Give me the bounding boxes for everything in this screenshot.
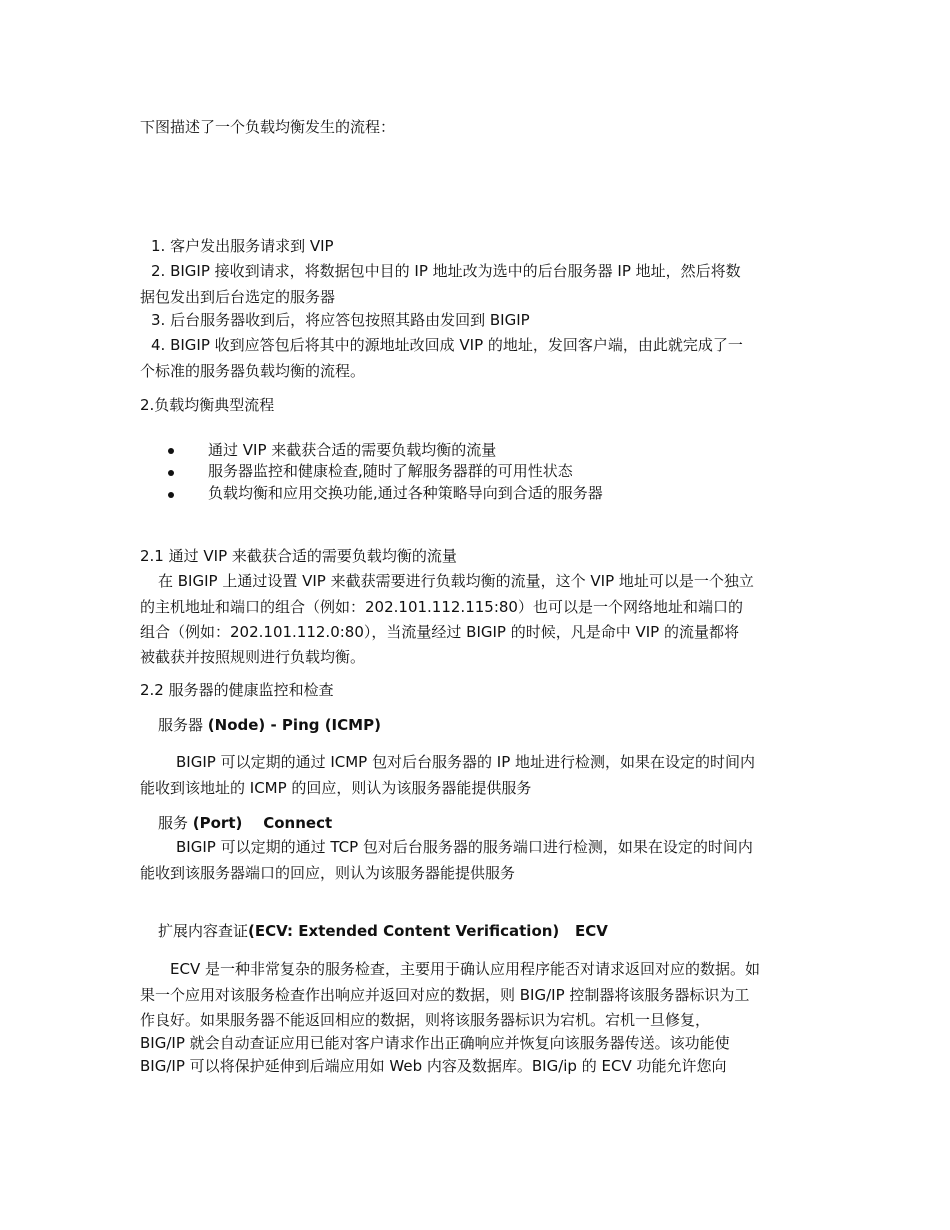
bullet-dot-icon [168, 470, 174, 476]
ecv-heading-bold: (ECV: Extended Content Verification) ECV [248, 922, 608, 940]
intro-text: 下图描述了一个负载均衡发生的流程： [140, 118, 396, 136]
port-line-2: 能收到该服务器端口的回应，则认为该服务器能提供服务 [140, 864, 516, 882]
section-2-2-title: 2.2 服务器的健康监控和检查 [140, 681, 334, 699]
ecv-heading-prefix: 扩展内容查证 [158, 922, 249, 940]
section-2-1-line-1: 在 BIGIP 上通过设置 VIP 来截获需要进行负载均衡的流量，这个 VIP 地址可以是一个独立 [158, 572, 754, 590]
ecv-line-5: BIG/IP 可以将保护延伸到后端应用如 Web 内容及数据库。BIG/ip 的 ECV 功能允许您向 [140, 1057, 727, 1075]
section-2-1-title: 2.1 通过 VIP 来截获合适的需要负载均衡的流量 [140, 547, 457, 565]
step-2-continued: 据包发出到后台选定的服务器 [140, 288, 336, 306]
section-2-1-line-2: 的主机地址和端口的组合（例如：202.101.112.115:80）也可以是一个网络地址和端口的 [140, 598, 743, 616]
node-line-2: 能收到该地址的 ICMP 的回应，则认为该服务器能提供服务 [140, 779, 532, 797]
ecv-line-1: ECV 是一种非常复杂的服务检查，主要用于确认应用程序能否对请求返回对应的数据。如 [170, 960, 760, 978]
ecv-line-4: BIG/IP 就会自动查证应用已能对客户请求作出正确响应并恢复向该服务器传送。该功能使 [140, 1034, 730, 1052]
ecv-line-2: 果一个应用对该服务检查作出响应并返回对应的数据，则 BIG/IP 控制器将该服务器标识为工 [140, 986, 750, 1004]
node-heading [158, 715, 381, 735]
step-4-continued: 个标准的服务器负载均衡的流程。 [140, 362, 366, 380]
bullet-dot-icon [168, 448, 174, 454]
step-2: 2. BIGIP 接收到请求，将数据包中目的 IP 地址改为选中的后台服务器 IP 地址，然后将数 [151, 262, 741, 280]
port-line-1: BIGIP 可以定期的通过 TCP 包对后台服务器的服务端口进行检测，如果在设定的时间内 [176, 838, 753, 856]
ecv-line-3: 作良好。如果服务器不能返回相应的数据，则将该服务器标识为宕机。宕机一旦修复， [140, 1011, 711, 1029]
node-heading-prefix: 服务器 [158, 716, 208, 734]
section-2-1-line-3: 组合（例如：202.101.112.0:80），当流量经过 BIGIP 的时候，凡是命中 VIP 的流量都将 [140, 623, 739, 641]
bullet-item-2: 服务器监控和健康检查,随时了解服务器群的可用性状态 [208, 462, 573, 480]
step-3: 3. 后台服务器收到后，将应答包按照其路由发回到 BIGIP [151, 311, 530, 329]
port-heading [158, 813, 332, 833]
node-heading-bold: (Node) - Ping (ICMP) [207, 716, 381, 734]
bullet-item-1: 通过 VIP 来截获合适的需要负载均衡的流量 [208, 441, 497, 459]
bullet-item-3: 负载均衡和应用交换功能,通过各种策略导向到合适的服务器 [208, 484, 603, 502]
node-line-1: BIGIP 可以定期的通过 ICMP 包对后台服务器的 IP 地址进行检测，如果在设定的时间内 [176, 753, 756, 771]
port-heading-prefix: 服务 [158, 814, 193, 832]
section-2-title: 2.负载均衡典型流程 [140, 396, 275, 414]
step-4: 4. BIGIP 收到应答包后将其中的源地址改回成 VIP 的地址，发回客户端，由此就完成了一 [151, 336, 743, 354]
section-2-1-line-4: 被截获并按照规则进行负载均衡。 [140, 648, 366, 666]
ecv-heading [158, 921, 608, 941]
step-1: 1. 客户发出服务请求到 VIP [151, 237, 334, 255]
bullet-dot-icon [168, 492, 174, 498]
port-heading-bold: (Port) Connect [192, 814, 333, 832]
